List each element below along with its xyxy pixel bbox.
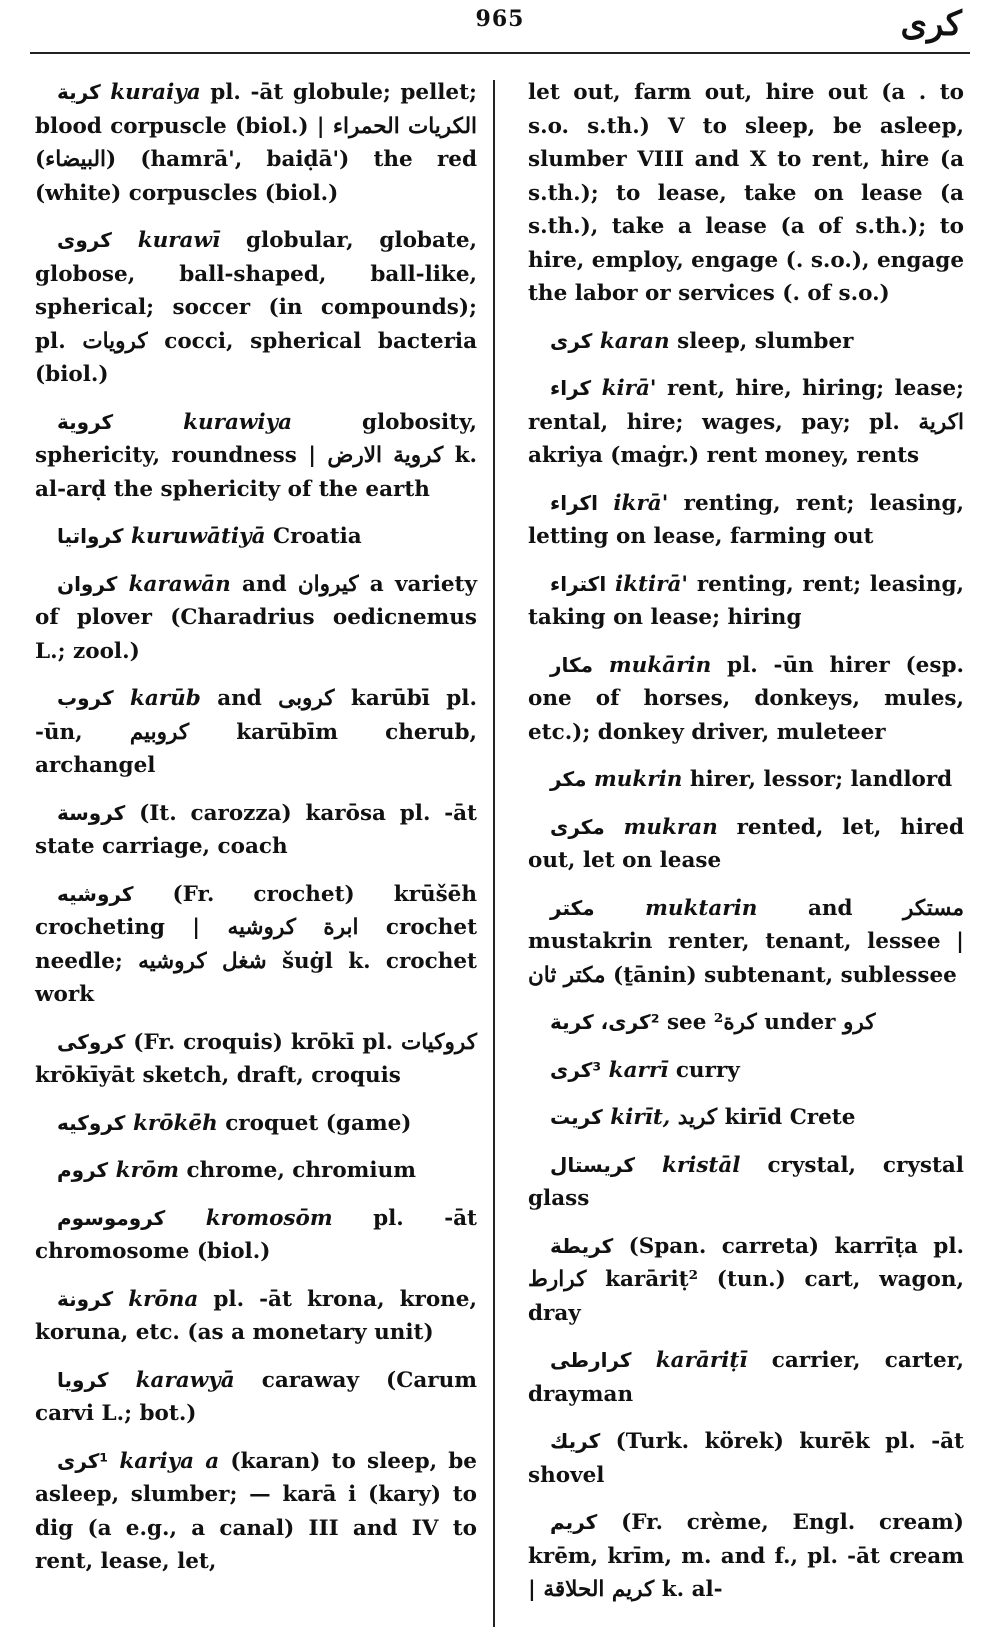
definition: curry: [675, 1057, 740, 1083]
dictionary-entry: [528, 1149, 964, 1216]
definition: caraway (Carum carvi L.; bot.): [35, 1367, 477, 1426]
dictionary-entry: [528, 568, 964, 635]
headword-arabic: كرية: [57, 80, 101, 104]
headword-arabic: كرواتيا: [57, 524, 124, 548]
headword-arabic: اكتراء: [550, 571, 607, 596]
headword-arabic: مكتر: [550, 895, 595, 920]
dictionary-entry: [35, 1107, 477, 1141]
transliteration: kurawiya: [183, 409, 292, 435]
dictionary-entry: [35, 76, 477, 210]
definition: pl. -āt chromosome (biol.): [35, 1205, 477, 1264]
transliteration: ikrā': [613, 490, 669, 516]
transliteration: karawyā: [135, 1367, 235, 1393]
headword-arabic: مكار: [550, 652, 594, 677]
transliteration: krōna: [128, 1286, 199, 1312]
headword-arabic: كروكيه: [57, 1110, 126, 1135]
headword-arabic: كريطة: [550, 1233, 614, 1258]
transliteration: karūb: [129, 686, 201, 711]
headword-arabic: كرارطى: [550, 1348, 632, 1372]
dictionary-entry: [528, 325, 964, 359]
definition: كريد kirīd Crete: [677, 1105, 856, 1130]
definition: sleep, slumber: [677, 328, 854, 354]
dictionary-entry: [35, 406, 477, 507]
dictionary-entry: [528, 1101, 964, 1135]
headword-arabic: كروية: [57, 409, 114, 434]
dictionary-entry: [528, 892, 964, 993]
transliteration: karāriṭī: [655, 1348, 748, 1373]
dictionary-entry: [528, 1344, 964, 1411]
definition: and كروبى karūbī pl. -ūn, كروبيم karūbīm cherub, archangel: [35, 686, 477, 778]
definition: globular, globate, globose, ball-shaped, ball-like, spherical; soccer (in compounds); pl. كرويات cocci, spherical bacteria (biol.): [35, 228, 477, 387]
definition: (It. carozza) karōsa pl. -āt state carriage, coach: [35, 800, 477, 859]
transliteration: kirā': [601, 376, 657, 401]
headword-arabic: كريستال: [550, 1152, 635, 1177]
headword-arabic: كريك: [550, 1429, 601, 1453]
definition: see ²كرة under كرو: [666, 1010, 876, 1035]
headword-arabic: ¹كرى: [57, 1448, 109, 1473]
headword-arabic: كروى: [57, 228, 112, 252]
transliteration: kurawī: [137, 228, 221, 253]
transliteration: muktarin: [645, 895, 758, 921]
headword-arabic: كريم: [550, 1510, 598, 1534]
headword-arabic: مكرى: [550, 814, 605, 839]
headword-arabic: كروموسوم: [57, 1205, 166, 1230]
transliteration: krōkēh: [132, 1110, 218, 1136]
column-divider: [493, 80, 495, 1627]
transliteration: kristāl: [661, 1152, 741, 1178]
definition: pl. -āt krona, krone, koruna, etc. (as a monetary unit): [35, 1286, 477, 1345]
headword-arabic: كراء: [550, 376, 592, 400]
dictionary-entry: [528, 649, 964, 750]
dictionary-entry: [35, 1364, 477, 1431]
header-rule: [30, 52, 970, 54]
dictionary-entry: [528, 487, 964, 554]
transliteration: mukārin: [608, 652, 712, 678]
headword-arabic: كرونة: [57, 1286, 114, 1311]
definition: and كيروان a variety of plover (Charadrius oedicnemus L.; zool.): [35, 571, 477, 664]
dictionary-entry: [35, 568, 477, 669]
definition: pl. -āt globule; pellet; blood corpuscle (biol.) | الكريات الحمراء (البيضاء) (hamrā', baiḍā') the red (white) corpuscles (biol.): [35, 80, 477, 206]
definition: renting, rent; leasing, taking on lease; hiring: [528, 571, 964, 630]
definition: Croatia: [273, 524, 362, 549]
transliteration: kuruwātiyā: [131, 524, 266, 549]
definition: (karan) to sleep, be asleep, slumber; — karā i (kary) to dig (a e.g., a canal) III and IV to rent, lease, let,: [35, 1448, 477, 1574]
dictionary-entry: [35, 520, 477, 554]
headword-arabic: كريت: [550, 1105, 603, 1129]
definition: pl. -ūn hirer (esp. one of horses, donkeys, mules, etc.); donkey driver, muleteer: [528, 652, 964, 745]
definition: chrome, chromium: [186, 1158, 416, 1183]
transliteration: karawān: [128, 571, 231, 597]
definition: carrier, carter, drayman: [528, 1348, 964, 1407]
headword-arabic: كروب: [57, 686, 114, 710]
dictionary-entry: [35, 224, 477, 392]
headword-arabic: كروكى: [57, 1029, 126, 1054]
definition: rent, hire, hiring; lease; rental, hire; wages, pay; pl. اكرية akriya (maġr.) rent money, rents: [528, 376, 964, 468]
transliteration: krōm: [115, 1158, 179, 1183]
dictionary-entry: [528, 1230, 964, 1331]
definition: renting, rent; leasing, letting on lease, farming out: [528, 490, 964, 549]
transliteration: mukrin: [593, 767, 683, 792]
dictionary-entry: [528, 1506, 964, 1607]
dictionary-entry: [35, 878, 477, 1012]
transliteration: kirīt,: [610, 1105, 671, 1130]
dictionary-entry: [528, 763, 964, 797]
left-column: [35, 76, 477, 1593]
headword-arabic: كروسة: [57, 800, 126, 825]
definition: croquet (game): [225, 1110, 412, 1136]
dictionary-entry: [528, 1006, 964, 1040]
headword-arabic: مكر: [550, 767, 587, 791]
transliteration: mukran: [623, 814, 718, 840]
definition: globosity, sphericity, roundness | كروية الارض k. al-arḍ the sphericity of the earth: [35, 409, 477, 502]
definition: hirer, lessor; landlord: [689, 767, 953, 792]
definition: let out, farm out, hire out (a . to s.o. s.th.) V to sleep, be asleep, slumber VIII and X to rent, hire (a s.th.); to lease, take on lease (a s.th.), take a lease (a of s.th.); to hire, employ, engage (. s.o.), engage the labor or services (. of s.o.): [528, 80, 964, 306]
headword-arabic: كروان: [57, 571, 118, 596]
headword-arabic: كروشيه: [57, 881, 134, 906]
definition: (Fr. croquis) krōkī pl. كروكيات krōkīyāt sketch, draft, croquis: [35, 1029, 477, 1088]
dictionary-entry: [528, 1054, 964, 1088]
dictionary-entry: [35, 1154, 477, 1188]
headword-arabic: اكراء: [550, 490, 599, 515]
definition: (Fr. crème, Engl. cream) krēm, krīm, m. and f., pl. -āt cream | كريم الحلاقة k. al-: [528, 1510, 964, 1602]
dictionary-entry: [528, 76, 964, 311]
page-number: 965: [475, 6, 525, 32]
transliteration: kromosōm: [205, 1205, 333, 1231]
definition: and مستكر mustakrin renter, tenant, lessee | مكتر ثان (ṯānin) subtenant, sublessee: [528, 895, 964, 988]
headword-arabic: كرى: [550, 328, 593, 353]
transliteration: kuraiya: [110, 80, 201, 105]
definition: (Span. carreta) karrīṭa pl. كرارط karāriṭ² (tun.) cart, wagon, dray: [528, 1233, 964, 1326]
headword-arabic: ³كرى: [550, 1057, 602, 1082]
definition: crystal, crystal glass: [528, 1152, 964, 1211]
headword-arabic: ²كرى، كرية: [550, 1010, 660, 1034]
dictionary-entry: [35, 797, 477, 864]
right-column: [528, 76, 964, 1621]
dictionary-entry: [35, 682, 477, 783]
dictionary-entry: [35, 1283, 477, 1350]
transliteration: iktirā': [614, 571, 688, 597]
transliteration: karan: [599, 328, 670, 354]
dictionary-entry: [528, 372, 964, 473]
headword-arabic: كرويا: [57, 1367, 109, 1392]
transliteration: karrī: [608, 1057, 669, 1083]
definition: (Fr. crochet) krūšēh crocheting | ابرة كروشيه crochet needle; شغل كروشيه šuġl k. crochet work: [35, 881, 477, 1007]
running-head: كرى: [900, 4, 962, 44]
dictionary-entry: [35, 1202, 477, 1269]
dictionary-entry: [35, 1445, 477, 1579]
dictionary-entry: [528, 1425, 964, 1492]
definition: (Turk. körek) kurēk pl. -āt shovel: [528, 1429, 964, 1488]
dictionary-entry: [35, 1026, 477, 1093]
headword-arabic: كروم: [57, 1158, 109, 1182]
dictionary-entry: [528, 811, 964, 878]
transliteration: kariya a: [119, 1448, 220, 1474]
definition: rented, let, hired out, let on lease: [528, 814, 964, 873]
